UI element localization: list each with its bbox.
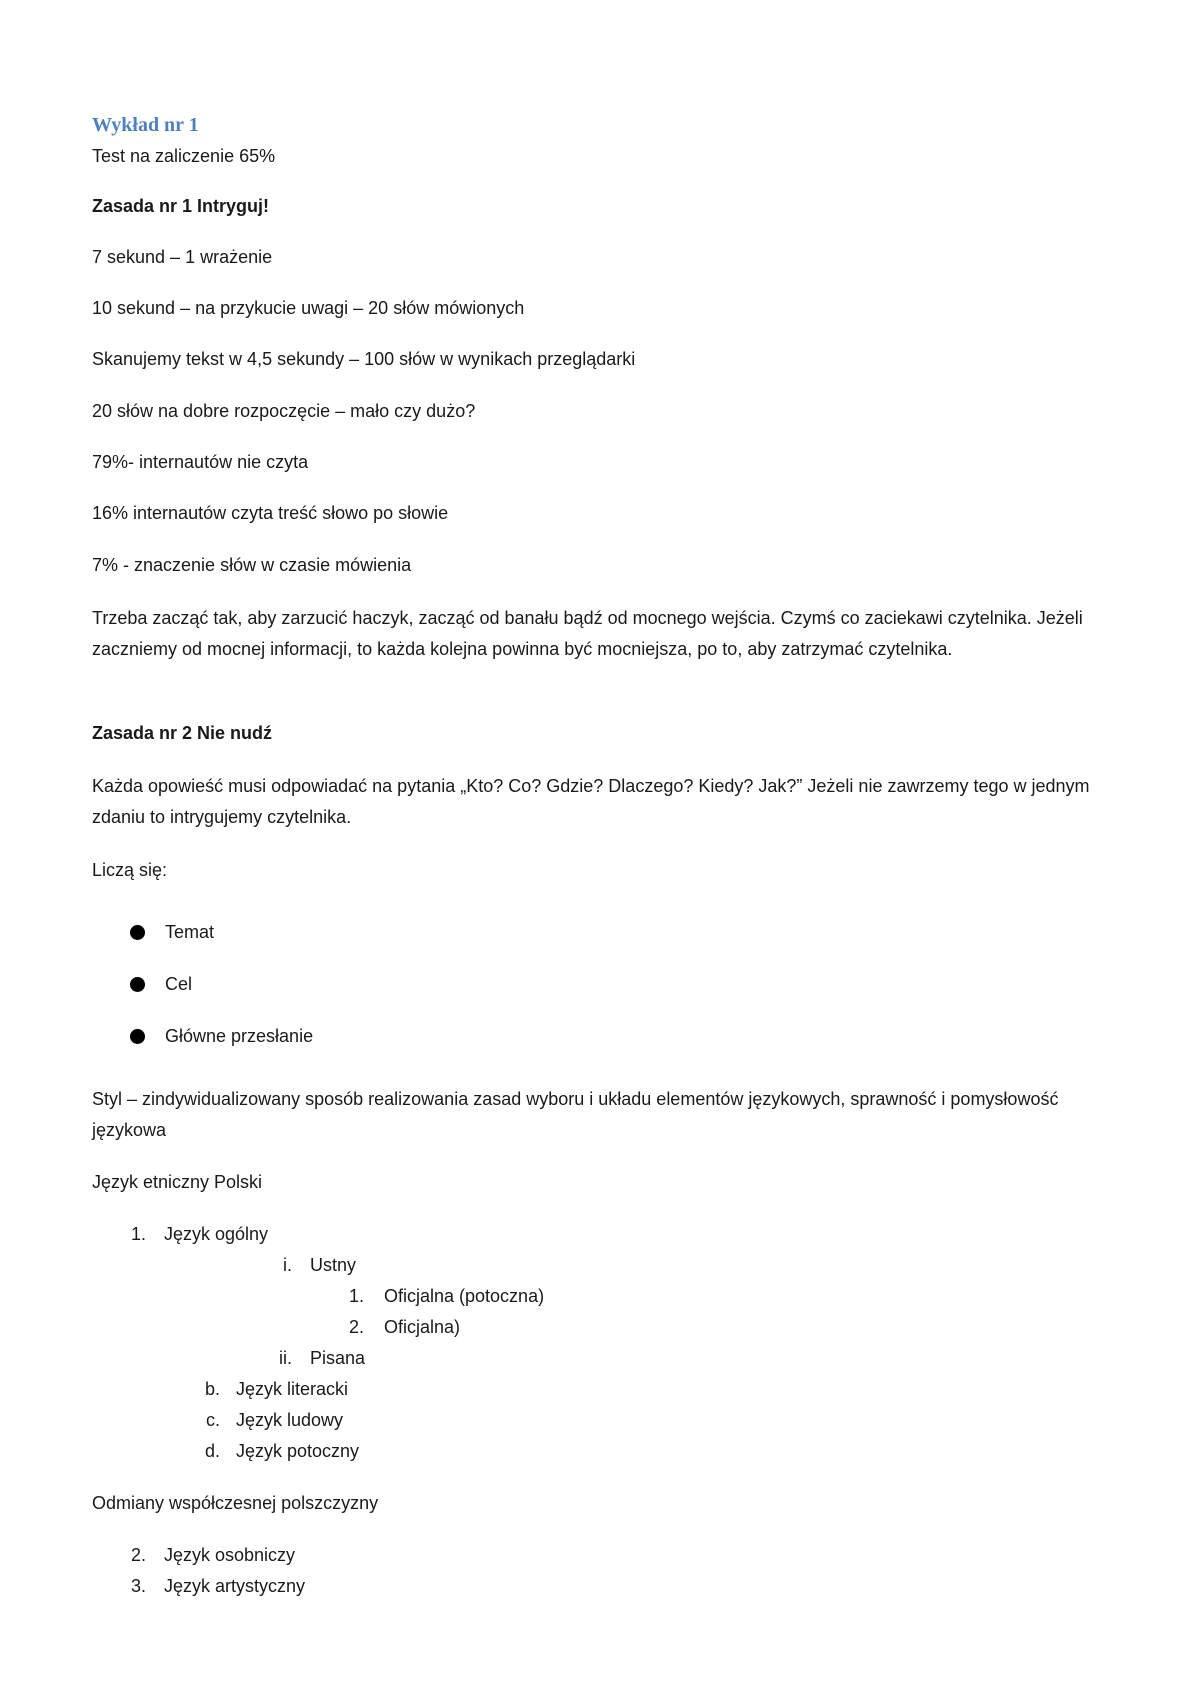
bullet-item: Temat (165, 922, 215, 942)
outline-marker: 1. (130, 1224, 146, 1244)
outline-marker: c. (205, 1410, 220, 1430)
fact-line: 7 sekund – 1 wrażenie (92, 247, 273, 267)
paragraph-style: Styl – zindywidualizowany sposób realizowania zasad wyboru i układu elementów językowych, sprawność i pomysłowość językowa (92, 1089, 1059, 1140)
outline-marker: d. (204, 1441, 220, 1461)
outline-marker: 1. (348, 1286, 364, 1306)
bullet-item: Cel (165, 974, 193, 994)
outline-marker: b. (204, 1379, 220, 1399)
outline-marker: ii. (279, 1348, 292, 1368)
section-ethnic-language: Język etniczny Polski (92, 1172, 263, 1192)
outline-item: Język literacki (236, 1379, 349, 1399)
fact-line: 16% internautów czyta treść słowo po słowie (92, 503, 449, 523)
outline-item: Język ludowy (236, 1410, 344, 1430)
fact-line: 20 słów na dobre rozpoczęcie – mało czy dużo? (92, 401, 476, 421)
fact-line: 79%- internautów nie czyta (92, 452, 309, 472)
outline-item: Język artystyczny (164, 1576, 306, 1596)
outline-marker: 3. (130, 1576, 146, 1596)
outline-item: Język ogólny (164, 1224, 269, 1244)
bullet-icon (130, 977, 145, 992)
outline-item: Język potoczny (236, 1441, 360, 1461)
paragraph-intrigue: Trzeba zacząć tak, aby zarzucić haczyk, zacząć od banału bądź od mocnego wejścia. Czymś co zaciekawi czytelnika. Jeżeli zaczniemy od mocnej informacji, to każda kolejna powinna być mocniejsza, po to, aby zatrzymać czytelnika. (92, 608, 1083, 659)
document-title: Wykład nr 1 (92, 114, 199, 136)
bullet-item: Główne przesłanie (165, 1026, 314, 1046)
outline-item: Oficjalna (potoczna) (384, 1286, 545, 1306)
outline-item: Ustny (310, 1255, 357, 1275)
outline-item: Pisana (310, 1348, 366, 1368)
rule-1-heading: Zasada nr 1 Intryguj! (92, 196, 270, 216)
fact-line: 10 sekund – na przykucie uwagi – 20 słów mówionych (92, 298, 525, 318)
bullet-icon (130, 925, 145, 940)
rule-2-heading: Zasada nr 2 Nie nudź (92, 723, 273, 743)
fact-line: Skanujemy tekst w 4,5 sekundy – 100 słów w wynikach przeglądarki (92, 349, 636, 369)
outline-marker: i. (283, 1255, 292, 1275)
outline-marker: 2. (348, 1317, 364, 1337)
outline-item: Oficjalna) (384, 1317, 461, 1337)
outline-item: Język osobniczy (164, 1545, 296, 1565)
list-intro: Liczą się: (92, 860, 168, 880)
bullet-icon (130, 1029, 145, 1044)
paragraph-questions: Każda opowieść musi odpowiadać na pytania „Kto? Co? Gdzie? Dlaczego? Kiedy? Jak?” Jeżeli nie zawrzemy tego w jednym zdaniu to intrygujemy czytelnika. (92, 776, 1090, 827)
document-subtitle: Test na zaliczenie 65% (92, 146, 276, 166)
outline-marker: 2. (130, 1545, 146, 1565)
section-variants: Odmiany współczesnej polszczyzny (92, 1493, 379, 1513)
fact-line: 7% - znaczenie słów w czasie mówienia (92, 555, 412, 575)
